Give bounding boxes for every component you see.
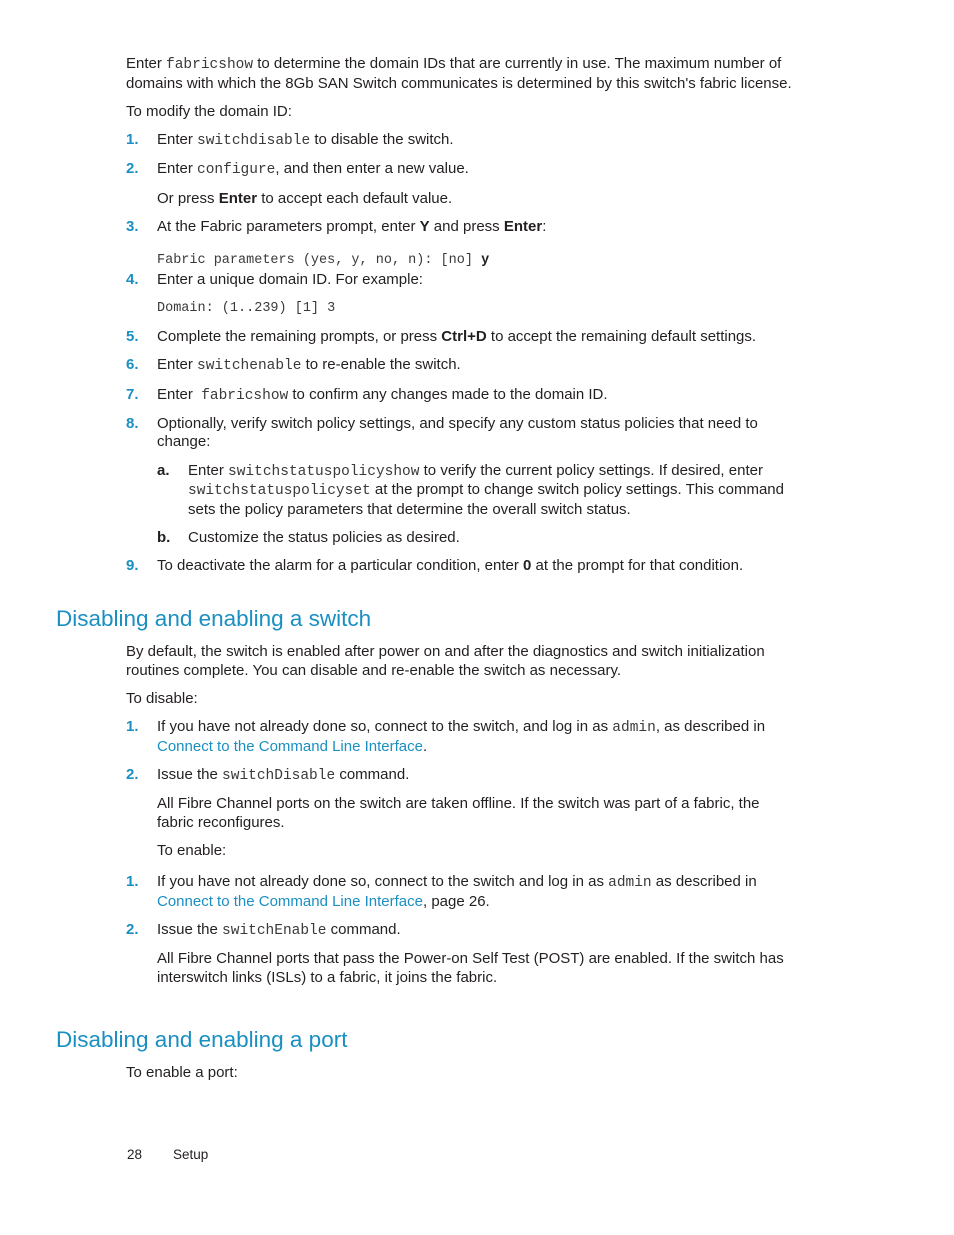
section-heading-switch: Disabling and enabling a switch — [56, 606, 372, 631]
step-number: 1. — [126, 873, 139, 890]
page-number: 28 — [127, 1147, 143, 1162]
step-number: 5. — [126, 328, 139, 345]
step-number: 1. — [126, 718, 139, 735]
switch-intro-line-1: By default, the switch is enabled after power on and after the diagnostics and switch initialization — [126, 643, 765, 660]
step-8-text-line-1: Optionally, verify switch policy settings, and specify any custom status policies that need to — [157, 415, 758, 432]
connect-cli-link[interactable]: Connect to the Command Line Interface — [157, 893, 423, 910]
substep-a-line-2: switchstatuspolicyset at the prompt to change switch policy settings. This command — [188, 481, 784, 499]
step-number: 6. — [126, 356, 139, 373]
step-5-text: Complete the remaining prompts, or press Ctrl+D to accept the remaining default settings. — [157, 328, 757, 345]
to-enable-port-label: To enable a port: — [126, 1064, 238, 1081]
connect-cli-link[interactable]: Connect to the Command Line Interface — [157, 738, 423, 755]
disable-note-line-2: fabric reconfigures. — [157, 814, 285, 831]
step-4-text: Enter a unique domain ID. For example: — [157, 271, 423, 288]
disable-step-1-line-1: If you have not already done so, connect to the switch, and log in as admin, as described in — [157, 718, 766, 736]
enable-step-1-line-1: If you have not already done so, connect to the switch and log in as admin as described in — [157, 873, 757, 891]
step-4-code-example: Domain: (1..239) [1] 3 — [157, 301, 336, 316]
substep-b-text: Customize the status policies as desired. — [188, 529, 460, 546]
enable-note-line-2: interswitch links (ISLs) to a fabric, it joins the fabric. — [157, 969, 498, 986]
substep-letter: b. — [157, 529, 171, 546]
section-heading-port: Disabling and enabling a port — [56, 1027, 348, 1052]
enable-note-line-1: All Fibre Channel ports that pass the Power-on Self Test (POST) are enabled. If the switch has — [157, 950, 784, 967]
intro-paragraph-line-2: domains with which the 8Gb SAN Switch communicates is determined by this switch's fabric license. — [126, 75, 792, 92]
substep-letter: a. — [157, 462, 170, 479]
intro-paragraph-line-1: Enter fabricshow to determine the domain IDs that are currently in use. The maximum number of — [126, 55, 782, 73]
step-number: 1. — [126, 131, 139, 148]
step-1-text: Enter switchdisable to disable the switch. — [157, 131, 454, 149]
footer-section-name: Setup — [173, 1147, 209, 1162]
step-number: 2. — [126, 766, 139, 783]
step-2-note: Or press Enter to accept each default value. — [157, 190, 453, 207]
step-number: 9. — [126, 557, 139, 574]
step-number: 8. — [126, 415, 139, 432]
modify-domain-intro: To modify the domain ID: — [126, 103, 292, 120]
step-6-text: Enter switchenable to re-enable the switch. — [157, 356, 461, 374]
step-2-text: Enter configure, and then enter a new value. — [157, 160, 469, 178]
disable-note-line-1: All Fibre Channel ports on the switch are taken offline. If the switch was part of a fabric, the — [157, 795, 760, 812]
substep-a-line-3: sets the policy parameters that determine the overall switch status. — [188, 501, 631, 518]
substep-a-line-1: Enter switchstatuspolicyshow to verify the current policy settings. If desired, enter — [188, 462, 763, 480]
step-8-text-line-2: change: — [157, 433, 211, 450]
enable-step-1-line-2: Connect to the Command Line Interface, page 26. — [157, 893, 490, 910]
step-number: 2. — [126, 160, 139, 177]
step-number: 7. — [126, 386, 139, 403]
switch-intro-line-2: routines complete. You can disable and re-enable the switch as necessary. — [126, 662, 622, 679]
disable-step-2-text: Issue the switchDisable command. — [157, 766, 410, 784]
disable-step-1-line-2: Connect to the Command Line Interface. — [157, 738, 428, 755]
step-number: 2. — [126, 921, 139, 938]
step-7-text: Enter fabricshow to confirm any changes made to the domain ID. — [157, 386, 608, 404]
enable-step-2-text: Issue the switchEnable command. — [157, 921, 401, 939]
to-enable-label: To enable: — [157, 842, 227, 859]
step-9-text: To deactivate the alarm for a particular condition, enter 0 at the prompt for that condition. — [157, 557, 744, 574]
step-number: 3. — [126, 218, 139, 235]
step-3-code-example: Fabric parameters (yes, y, no, n): [no] y — [157, 253, 490, 268]
step-number: 4. — [126, 271, 139, 288]
step-3-text: At the Fabric parameters prompt, enter Y and press Enter: — [157, 218, 547, 235]
to-disable-label: To disable: — [126, 690, 198, 707]
